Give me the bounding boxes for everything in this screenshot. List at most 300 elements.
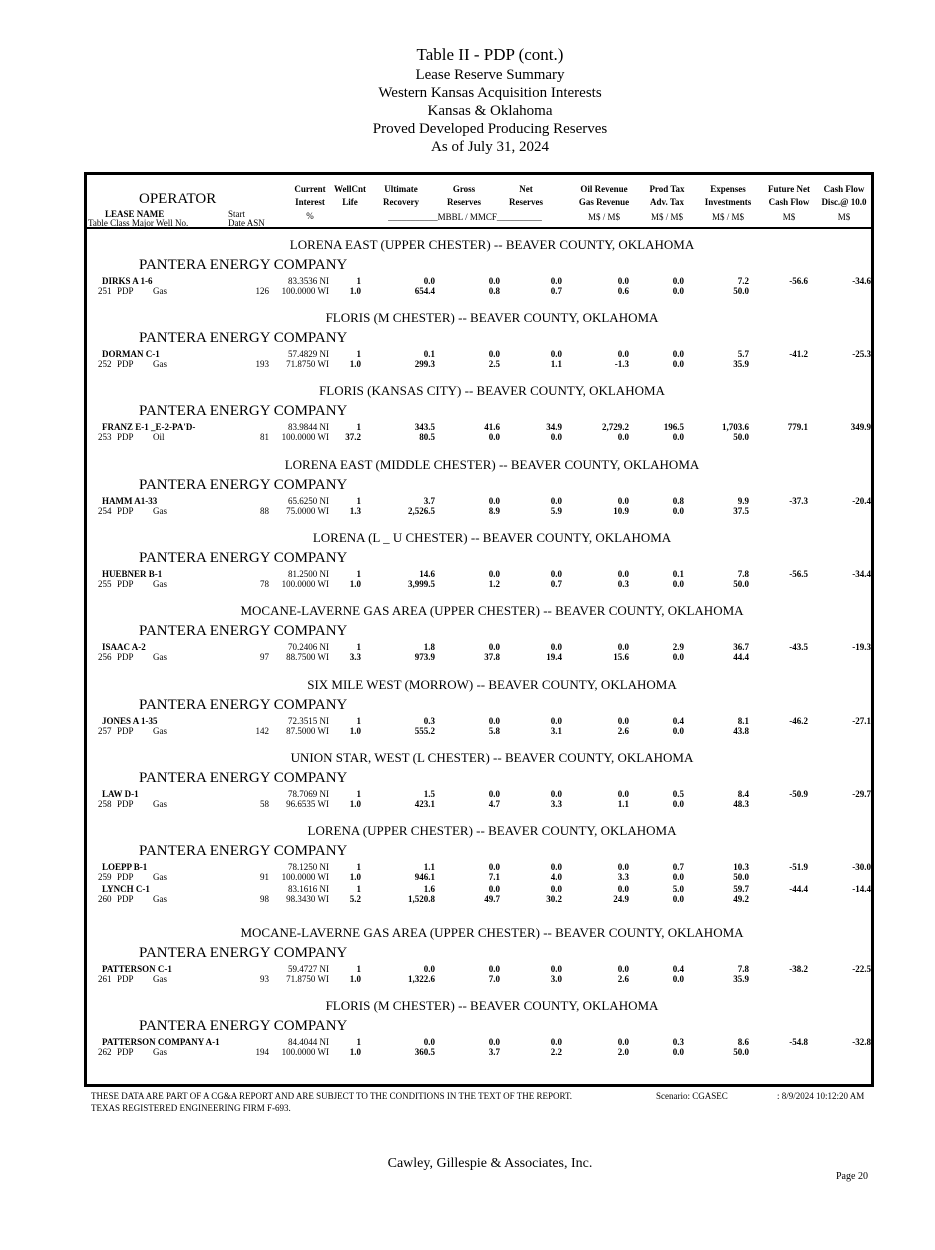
interest-header: Interest: [295, 197, 325, 207]
major-label: Gas: [153, 872, 167, 882]
major-label: Gas: [153, 726, 167, 736]
tax-value-1: 196.5: [663, 422, 684, 432]
tax-value-2: 0.0: [672, 286, 684, 296]
revenue-value-2: 0.3: [617, 579, 629, 589]
pct-header: %: [306, 211, 314, 221]
future-net-cash-flow: -44.4: [789, 884, 808, 894]
gross-value-2: 2.5: [488, 359, 500, 369]
revenue-units-header: M$ / M$: [587, 212, 620, 222]
expense-value-1: 5.7: [737, 349, 749, 359]
future-net-cash-flow: -46.2: [789, 716, 808, 726]
company-name: PANTERA ENERGY COMPANY: [139, 403, 348, 419]
ultimate-value-1: 1.5: [423, 789, 435, 799]
discounted-cash-flow: -34.4: [852, 569, 871, 579]
asn-value: 126: [255, 286, 269, 296]
gross-value-2: 1.2: [488, 579, 500, 589]
future-net-cash-flow: -37.3: [789, 496, 808, 506]
net-value-2: 0.7: [550, 286, 562, 296]
discounted-cash-flow: -30.0: [852, 862, 871, 872]
revenue-value-2: 15.6: [613, 652, 629, 662]
table-number: 257: [98, 726, 112, 736]
expense-value-1: 36.7: [733, 642, 749, 652]
well-count: 1: [356, 884, 361, 894]
discounted-cash-flow: -27.1: [852, 716, 871, 726]
revenue-value-1: 2,729.2: [602, 422, 629, 432]
section-title: LORENA EAST (MIDDLE CHESTER) -- BEAVER COUNTY, OKLAHOMA: [284, 457, 700, 472]
net-header: Net: [519, 184, 533, 194]
ni-value: 65.6250 NI: [288, 496, 329, 506]
asn-value: 98: [260, 894, 269, 904]
class-label: PDP: [117, 1047, 134, 1057]
table-number: 251: [98, 286, 112, 296]
life-value: 3.3: [349, 652, 361, 662]
table-number: 259: [98, 872, 112, 882]
company-name: PANTERA ENERGY COMPANY: [139, 843, 348, 859]
well-count: 1: [356, 496, 361, 506]
ultimate-value-2: 299.3: [414, 359, 435, 369]
section-title: FLORIS (M CHESTER) -- BEAVER COUNTY, OKLAHOMA: [325, 998, 659, 1013]
gas-revenue-header: Gas Revenue: [578, 197, 630, 207]
tax-value-1: 0.4: [672, 716, 684, 726]
major-label: Gas: [153, 894, 167, 904]
tax-value-1: 0.8: [672, 496, 684, 506]
wi-value: 100.0000 WI: [281, 286, 329, 296]
ultimate-value-2: 555.2: [414, 726, 435, 736]
ultimate-value-1: 343.5: [414, 422, 435, 432]
ultimate-header: Ultimate: [384, 184, 418, 194]
table-number: 253: [98, 432, 112, 442]
future-net-cash-flow: -38.2: [789, 964, 808, 974]
column-header: [87, 175, 871, 229]
well-count: 1: [356, 862, 361, 872]
class-label: PDP: [117, 894, 134, 904]
net-value-2: 3.0: [550, 974, 562, 984]
cols-small-header: Table Class Major Well No.: [88, 218, 189, 228]
discounted-cash-flow: -19.3: [852, 642, 871, 652]
recovery-header: Recovery: [383, 197, 419, 207]
lease-name: FRANZ E-1 _E-2-PA'D-: [102, 422, 196, 432]
lease-name: HAMM A1-33: [102, 496, 158, 506]
investments-header: Investments: [704, 197, 752, 207]
cash-flow-disc-header: Cash Flow: [823, 184, 865, 194]
start-header: Start: [228, 209, 245, 219]
asn-value: 194: [255, 1047, 269, 1057]
net-value-1: 0.0: [550, 862, 562, 872]
wi-value: 100.0000 WI: [281, 579, 329, 589]
well-count: 1: [356, 1037, 361, 1047]
net-value-2: 0.0: [550, 432, 562, 442]
asn-value: 142: [255, 726, 269, 736]
asn-value: 97: [260, 652, 269, 662]
table-number: 258: [98, 799, 112, 809]
lease-name: ISAAC A-2: [102, 642, 146, 652]
gross-value-1: 0.0: [488, 789, 500, 799]
ultimate-value-2: 654.4: [414, 286, 435, 296]
net-value-1: 0.0: [550, 789, 562, 799]
revenue-value-1: 0.0: [617, 789, 629, 799]
gross-value-2: 37.8: [484, 652, 500, 662]
company-name: PANTERA ENERGY COMPANY: [139, 623, 348, 639]
major-label: Gas: [153, 359, 167, 369]
wi-value: 71.8750 WI: [286, 359, 329, 369]
ultimate-value-1: 0.1: [423, 349, 435, 359]
class-label: PDP: [117, 286, 134, 296]
expense-value-1: 7.8: [737, 964, 749, 974]
revenue-value-2: 3.3: [617, 872, 629, 882]
discounted-cash-flow: -25.3: [852, 349, 871, 359]
ultimate-value-2: 946.1: [414, 872, 435, 882]
expense-value-2: 49.2: [733, 894, 749, 904]
table-number: 255: [98, 579, 112, 589]
net-reserves-header: Reserves: [509, 197, 543, 207]
expense-value-2: 50.0: [733, 1047, 749, 1057]
ultimate-value-2: 973.9: [414, 652, 435, 662]
expense-value-2: 43.8: [733, 726, 749, 736]
tax-value-1: 0.1: [672, 569, 684, 579]
gross-value-1: 0.0: [488, 642, 500, 652]
net-value-1: 34.9: [546, 422, 562, 432]
revenue-value-2: 24.9: [613, 894, 629, 904]
life-value: 1.0: [349, 286, 361, 296]
subtitle-1: Lease Reserve Summary: [415, 67, 565, 83]
revenue-value-1: 0.0: [617, 496, 629, 506]
life-value: 1.0: [349, 799, 361, 809]
net-value-1: 0.0: [550, 349, 562, 359]
title-block: [0, 44, 935, 156]
gross-value-2: 7.0: [488, 974, 500, 984]
company-name: PANTERA ENERGY COMPANY: [139, 550, 348, 566]
expense-value-1: 59.7: [733, 884, 749, 894]
adv-tax-header: Adv. Tax: [649, 197, 685, 207]
life-value: 1.3: [349, 506, 361, 516]
major-label: Gas: [153, 652, 167, 662]
major-label: Gas: [153, 506, 167, 516]
lease-name: DORMAN C-1: [102, 349, 160, 359]
tax-value-1: 5.0: [672, 884, 684, 894]
company-name: PANTERA ENERGY COMPANY: [139, 945, 348, 961]
major-label: Oil: [153, 432, 165, 442]
class-label: PDP: [117, 432, 134, 442]
ni-value: 70.2406 NI: [288, 642, 329, 652]
life-header: Life: [342, 197, 358, 207]
asn-value: 78: [260, 579, 269, 589]
gross-value-1: 0.0: [488, 964, 500, 974]
gross-value-1: 0.0: [488, 716, 500, 726]
revenue-value-2: 2.6: [617, 974, 629, 984]
section-title: UNION STAR, WEST (L CHESTER) -- BEAVER COUNTY, OKLAHOMA: [290, 750, 694, 765]
asn-value: 58: [260, 799, 269, 809]
net-value-1: 0.0: [550, 642, 562, 652]
class-label: PDP: [117, 506, 134, 516]
lease-name: PATTERSON COMPANY A-1: [102, 1037, 220, 1047]
ultimate-value-2: 2,526.5: [408, 506, 435, 516]
wellcnt-header: WellCnt: [333, 184, 366, 194]
discounted-cash-flow: -22.5: [852, 964, 871, 974]
wi-value: 100.0000 WI: [281, 1047, 329, 1057]
table-title: Table II - PDP (cont.): [416, 45, 564, 64]
lease-name: DIRKS A 1-6: [102, 276, 153, 286]
engineering-firm-line: TEXAS REGISTERED ENGINEERING FIRM F-693.: [91, 1103, 291, 1113]
ultimate-value-2: 423.1: [414, 799, 435, 809]
wi-value: 100.0000 WI: [281, 872, 329, 882]
wi-value: 96.6535 WI: [286, 799, 329, 809]
gross-value-1: 41.6: [484, 422, 500, 432]
asn-value: 91: [260, 872, 269, 882]
scenario-label: Scenario: CGASEC: [656, 1091, 728, 1101]
net-value-2: 2.2: [550, 1047, 562, 1057]
ultimate-value-2: 360.5: [414, 1047, 435, 1057]
class-label: PDP: [117, 872, 134, 882]
lease-name: LOEPP B-1: [102, 862, 148, 872]
subtitle-4: Proved Developed Producing Reserves: [372, 121, 608, 137]
revenue-value-1: 0.0: [617, 716, 629, 726]
asn-value: 81: [260, 432, 269, 442]
ni-value: 59.4727 NI: [288, 964, 329, 974]
revenue-value-1: 0.0: [617, 862, 629, 872]
prod-tax-header: Prod Tax: [649, 184, 685, 194]
gross-value-1: 0.0: [488, 276, 500, 286]
tax-units-header: M$ / M$: [650, 212, 683, 222]
wi-value: 87.5000 WI: [286, 726, 329, 736]
well-count: 1: [356, 789, 361, 799]
life-value: 1.0: [349, 726, 361, 736]
expense-value-2: 44.4: [733, 652, 749, 662]
tax-value-2: 0.0: [672, 872, 684, 882]
company-name: PANTERA ENERGY COMPANY: [139, 697, 348, 713]
future-net-cash-flow: -56.5: [789, 569, 808, 579]
well-count: 1: [356, 716, 361, 726]
gross-value-1: 0.0: [488, 496, 500, 506]
ni-value: 84.4044 NI: [288, 1037, 329, 1047]
expense-value-2: 50.0: [733, 286, 749, 296]
date-asn-header: Date ASN: [228, 218, 265, 228]
section-title: FLORIS (KANSAS CITY) -- BEAVER COUNTY, OKLAHOMA: [319, 383, 665, 398]
section-title: LORENA (UPPER CHESTER) -- BEAVER COUNTY, OKLAHOMA: [307, 823, 677, 838]
tax-value-2: 0.0: [672, 894, 684, 904]
section-title: MOCANE-LAVERNE GAS AREA (UPPER CHESTER) -- BEAVER COUNTY, OKLAHOMA: [240, 603, 744, 618]
tax-value-2: 0.0: [672, 726, 684, 736]
future-net-cash-flow: -50.9: [789, 789, 808, 799]
net-value-2: 0.7: [550, 579, 562, 589]
section-title: FLORIS (M CHESTER) -- BEAVER COUNTY, OKLAHOMA: [325, 310, 659, 325]
cash-flow-header: Cash Flow: [768, 197, 810, 207]
future-net-cash-flow: 779.1: [787, 422, 808, 432]
revenue-value-2: 2.0: [617, 1047, 629, 1057]
expense-value-1: 1,703.6: [722, 422, 749, 432]
lease-name: LYNCH C-1: [102, 884, 150, 894]
report-frame: [84, 172, 874, 1087]
company-name: PANTERA ENERGY COMPANY: [139, 257, 348, 273]
revenue-value-2: 0.0: [617, 432, 629, 442]
net-value-1: 0.0: [550, 1037, 562, 1047]
wi-value: 75.0000 WI: [286, 506, 329, 516]
company-name: PANTERA ENERGY COMPANY: [139, 477, 348, 493]
discounted-cash-flow: -14.4: [852, 884, 871, 894]
table-number: 254: [98, 506, 112, 516]
timestamp: : 8/9/2024 10:12:20 AM: [777, 1091, 865, 1101]
expense-value-1: 9.9: [737, 496, 749, 506]
gross-value-2: 0.8: [488, 286, 500, 296]
future-net-cash-flow: -54.8: [789, 1037, 808, 1047]
revenue-value-1: 0.0: [617, 349, 629, 359]
ultimate-value-1: 1.6: [423, 884, 435, 894]
life-value: 37.2: [345, 432, 361, 442]
ni-value: 83.9844 NI: [288, 422, 329, 432]
net-value-2: 1.1: [550, 359, 562, 369]
class-label: PDP: [117, 359, 134, 369]
company-name: PANTERA ENERGY COMPANY: [139, 770, 348, 786]
net-value-2: 5.9: [550, 506, 562, 516]
table-number: 262: [98, 1047, 112, 1057]
net-value-1: 0.0: [550, 884, 562, 894]
revenue-value-1: 0.0: [617, 964, 629, 974]
expense-value-2: 50.0: [733, 579, 749, 589]
revenue-value-2: 0.6: [617, 286, 629, 296]
expense-value-2: 35.9: [733, 359, 749, 369]
ultimate-value-1: 0.0: [423, 1037, 435, 1047]
net-value-2: 3.3: [550, 799, 562, 809]
expenses-header: Expenses: [710, 184, 746, 194]
tax-value-2: 0.0: [672, 974, 684, 984]
class-label: PDP: [117, 974, 134, 984]
tax-value-2: 0.0: [672, 799, 684, 809]
expense-value-2: 50.0: [733, 432, 749, 442]
net-value-2: 19.4: [546, 652, 562, 662]
revenue-value-1: 0.0: [617, 1037, 629, 1047]
oil-revenue-header: Oil Revenue: [580, 184, 628, 194]
life-value: 1.0: [349, 872, 361, 882]
gross-value-2: 4.7: [488, 799, 500, 809]
ultimate-value-2: 1,520.8: [408, 894, 435, 904]
tax-value-2: 0.0: [672, 652, 684, 662]
section-title: LORENA (L _ U CHESTER) -- BEAVER COUNTY, OKLAHOMA: [312, 530, 672, 545]
future-net-cash-flow: -43.5: [789, 642, 808, 652]
expense-value-1: 7.2: [737, 276, 749, 286]
asn-value: 88: [260, 506, 269, 516]
tax-value-2: 0.0: [672, 359, 684, 369]
section-title: SIX MILE WEST (MORROW) -- BEAVER COUNTY, OKLAHOMA: [307, 677, 677, 692]
revenue-value-1: 0.0: [617, 569, 629, 579]
major-label: Gas: [153, 799, 167, 809]
net-value-1: 0.0: [550, 569, 562, 579]
current-header: Current: [294, 184, 326, 194]
discounted-cash-flow: 349.9: [850, 422, 871, 432]
asn-value: 93: [260, 974, 269, 984]
disclaimer-line: THESE DATA ARE PART OF A CG&A REPORT AND ARE SUBJECT TO THE CONDITIONS IN THE TEXT OF THE REPORT.: [91, 1091, 573, 1101]
units-mbbl-header: ___________MBBL / MMCF__________: [388, 212, 542, 222]
well-count: 1: [356, 349, 361, 359]
expense-units-header: M$ / M$: [711, 212, 744, 222]
gross-value-2: 8.9: [488, 506, 500, 516]
gross-value-2: 49.7: [484, 894, 500, 904]
ultimate-value-1: 14.6: [419, 569, 435, 579]
expense-value-1: 8.6: [737, 1037, 749, 1047]
class-label: PDP: [117, 579, 134, 589]
major-label: Gas: [153, 286, 167, 296]
subtitle-5: As of July 31, 2024: [431, 139, 549, 155]
tax-value-2: 0.0: [672, 579, 684, 589]
wi-value: 88.7500 WI: [286, 652, 329, 662]
ultimate-value-1: 1.1: [423, 862, 435, 872]
future-net-cash-flow: -56.6: [789, 276, 808, 286]
net-value-1: 0.0: [550, 276, 562, 286]
lease-name: HUEBNER B-1: [102, 569, 163, 579]
net-value-2: 3.1: [550, 726, 562, 736]
subtitle-3: Kansas & Oklahoma: [427, 103, 553, 119]
ni-value: 72.3515 NI: [288, 716, 329, 726]
class-label: PDP: [117, 652, 134, 662]
net-value-2: 4.0: [550, 872, 562, 882]
revenue-value-1: 0.0: [617, 276, 629, 286]
gross-value-2: 3.7: [488, 1047, 500, 1057]
expense-value-2: 48.3: [733, 799, 749, 809]
wi-value: 100.0000 WI: [281, 432, 329, 442]
net-value-1: 0.0: [550, 964, 562, 974]
tax-value-1: 0.0: [672, 349, 684, 359]
well-count: 1: [356, 422, 361, 432]
asn-value: 193: [255, 359, 269, 369]
ni-value: 78.1250 NI: [288, 862, 329, 872]
company-name: PANTERA ENERGY COMPANY: [139, 330, 348, 346]
page-number: Page 20: [836, 1171, 868, 1182]
tax-value-1: 0.7: [672, 862, 684, 872]
tax-value-1: 0.3: [672, 1037, 684, 1047]
table-number: 261: [98, 974, 112, 984]
disc-units-header: M$: [837, 212, 851, 222]
expense-value-2: 37.5: [733, 506, 749, 516]
lease-name: LAW D-1: [102, 789, 139, 799]
life-value: 5.2: [349, 894, 361, 904]
tax-value-2: 0.0: [672, 506, 684, 516]
firm-signature: Cawley, Gillespie & Associates, Inc.: [387, 1156, 593, 1171]
operator-header: OPERATOR: [139, 191, 217, 207]
well-count: 1: [356, 276, 361, 286]
future-net-header: Future Net: [767, 184, 811, 194]
gross-value-2: 0.0: [488, 432, 500, 442]
gross-value-1: 0.0: [488, 862, 500, 872]
well-count: 1: [356, 964, 361, 974]
tax-value-1: 0.5: [672, 789, 684, 799]
ultimate-value-1: 0.3: [423, 716, 435, 726]
section-title: MOCANE-LAVERNE GAS AREA (UPPER CHESTER) -- BEAVER COUNTY, OKLAHOMA: [240, 925, 744, 940]
ni-value: 83.1616 NI: [288, 884, 329, 894]
expense-value-1: 8.4: [737, 789, 749, 799]
gross-value-2: 5.8: [488, 726, 500, 736]
gross-header: Gross: [452, 184, 476, 194]
revenue-value-2: -1.3: [614, 359, 629, 369]
disc-rate-header: Disc.@ 10.0: [821, 197, 867, 207]
table-number: 252: [98, 359, 112, 369]
lease-name: JONES A 1-35: [102, 716, 158, 726]
company-name: PANTERA ENERGY COMPANY: [139, 1018, 348, 1034]
revenue-value-2: 1.1: [617, 799, 629, 809]
tax-value-1: 0.4: [672, 964, 684, 974]
table-number: 260: [98, 894, 112, 904]
class-label: PDP: [117, 799, 134, 809]
discounted-cash-flow: -34.6: [852, 276, 871, 286]
wi-value: 98.3430 WI: [286, 894, 329, 904]
ni-value: 83.3536 NI: [288, 276, 329, 286]
subtitle-2: Western Kansas Acquisition Interests: [378, 85, 602, 101]
ultimate-value-1: 0.0: [423, 964, 435, 974]
class-label: PDP: [117, 726, 134, 736]
fnet-units-header: M$: [782, 212, 796, 222]
gross-value-1: 0.0: [488, 349, 500, 359]
major-label: Gas: [153, 974, 167, 984]
gross-value-1: 0.0: [488, 884, 500, 894]
table-number: 256: [98, 652, 112, 662]
expense-value-1: 7.8: [737, 569, 749, 579]
